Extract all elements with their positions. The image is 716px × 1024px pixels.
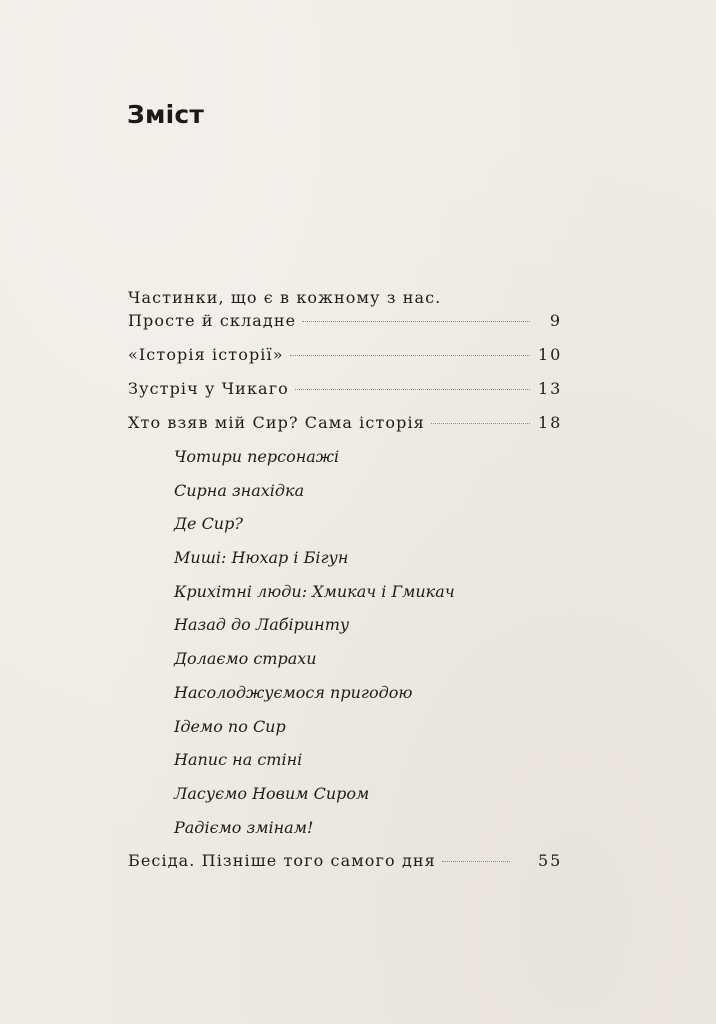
toc-subsection[interactable]: Крихітні люди: Хмикач і Гмикач [174,581,455,601]
toc-subsection[interactable]: Назад до Лабіринту [174,615,350,635]
toc-entry[interactable] [128,343,562,366]
toc-subsection[interactable]: Де Сир? [174,514,243,534]
toc-subsection[interactable]: Чотири персонажі [174,447,340,466]
table-of-contents [128,286,562,872]
toc-page-number: 13 [538,379,563,398]
toc-entry-row [128,377,562,400]
toc-subsection[interactable]: Насолоджуємося пригодою [174,682,413,702]
toc-subsection[interactable]: Ідемо по Сир [174,716,286,736]
toc-subsection[interactable]: Миші: Нюхар і Бігун [174,548,349,568]
toc-entry-row [128,849,562,872]
toc-entry-title-line1: Частинки, що є в кожному з нас. [128,288,442,307]
toc-subsection[interactable]: Ласуємо Новим Сиром [174,783,370,803]
toc-entry[interactable] [128,849,562,872]
toc-entry[interactable] [128,377,562,400]
toc-page-number: 55 [538,851,563,871]
toc-entry-first-line [128,286,562,309]
toc-subsections [128,445,562,849]
toc-subsection[interactable]: Долаємо страхи [174,649,317,669]
toc-entry-title: Бесіда. Пізніше того самого дня [128,851,436,871]
toc-page-number: 10 [538,345,563,364]
toc-entry-row [128,343,562,366]
dot-leader [295,389,530,390]
toc-entry-title: Хто взяв мій Сир? Сама історія [128,413,425,432]
toc-subsection[interactable]: Сирна знахідка [174,480,305,500]
dot-leader [302,321,530,322]
toc-page-number: 18 [538,413,563,432]
toc-entry[interactable] [128,411,562,434]
toc-subsection[interactable]: Радіємо змінам! [174,817,314,837]
toc-entry-row [128,309,562,332]
toc-entry-title: «Історія історії» [128,345,284,364]
toc-entry-title: Зустріч у Чикаго [128,379,289,398]
page-title: Зміст [127,100,205,129]
toc-entry[interactable] [128,286,562,332]
toc-page-number: 9 [549,311,562,330]
dot-leader [290,355,530,356]
toc-entry-row [128,411,562,434]
toc-subsection[interactable]: Напис на стіні [174,750,303,770]
toc-entry-title: Просте й складне [128,311,297,330]
dot-leader [431,423,530,424]
dot-leader [442,861,510,862]
